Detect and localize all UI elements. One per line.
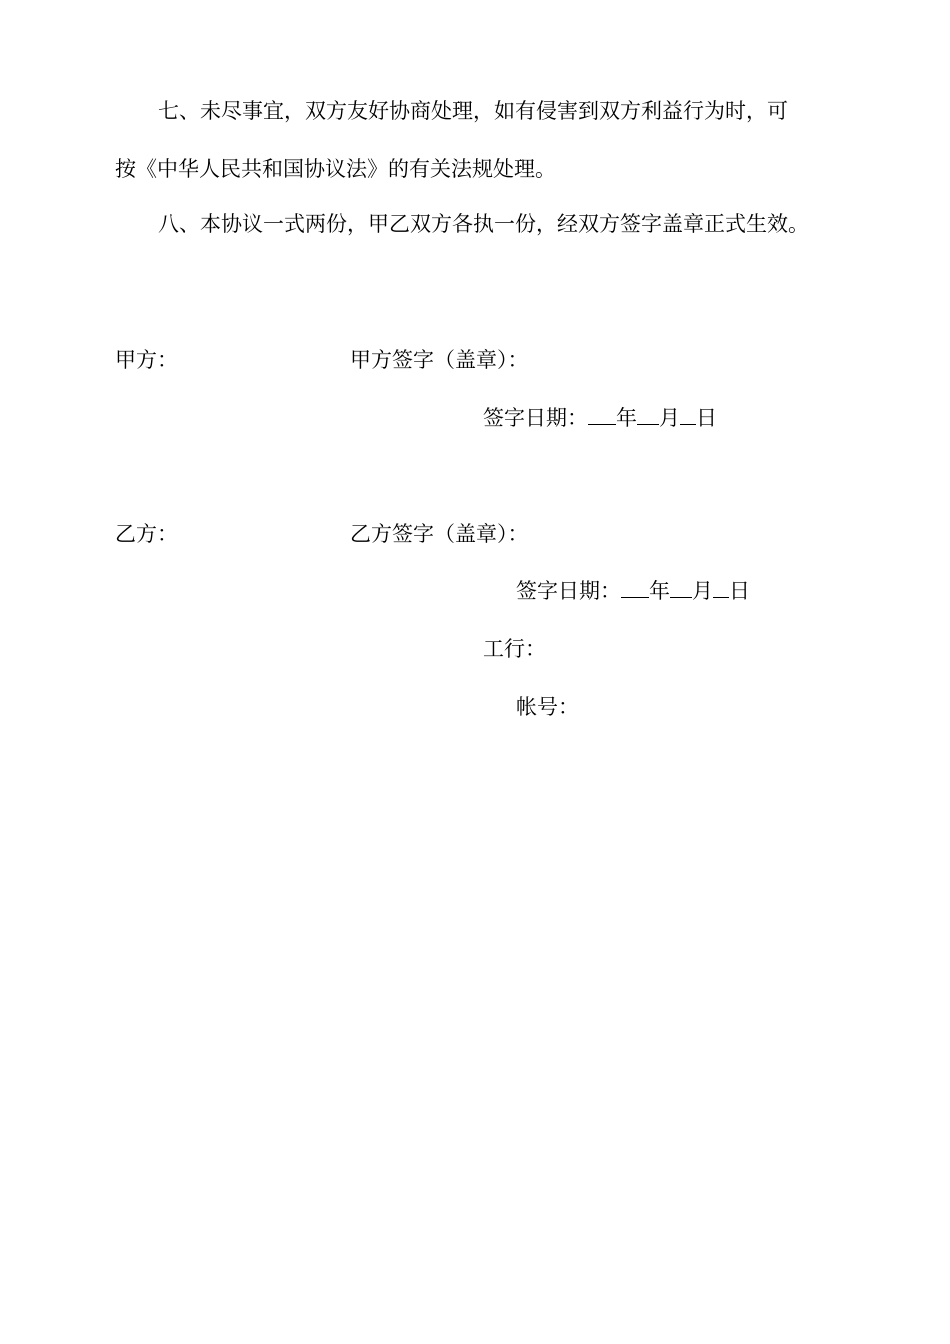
party-a-date-label: 签字日期： [483,406,588,430]
party-b-year-blank [621,579,649,598]
party-a-day-label: 日 [696,406,717,430]
clause-seven-line-1: 七、未尽事宜，双方友好协商处理，如有侵害到双方利益行为时，可 [158,99,788,123]
clause-seven-line-2: 按《中华人民共和国协议法》的有关法规处理。 [115,157,556,181]
clause-eight: 八、本协议一式两份，甲乙双方各执一份，经双方签字盖章正式生效。 [158,212,809,236]
party-a-month-label: 月 [659,406,680,430]
party-b-day-label: 日 [729,579,750,603]
party-b-year-label: 年 [649,579,670,603]
party-a-label: 甲方： [115,348,178,372]
party-b-bank-label: 工行： [483,637,546,661]
party-a-year-blank [588,406,616,425]
party-b-date-label: 签字日期： [516,579,621,603]
party-a-year-label: 年 [616,406,637,430]
party-b-label: 乙方： [115,522,178,546]
party-b-signature-label: 乙方签字（盖章）： [350,522,529,546]
party-b-date-line [516,579,750,603]
party-b-month-blank [670,579,692,598]
party-a-month-blank [637,406,659,425]
party-a-date-line [483,406,717,430]
party-b-account-label: 帐号： [516,695,579,719]
party-a-signature-label: 甲方签字（盖章）： [350,348,529,372]
party-a-day-blank [680,406,696,425]
party-b-month-label: 月 [692,579,713,603]
party-b-day-blank [713,579,729,598]
